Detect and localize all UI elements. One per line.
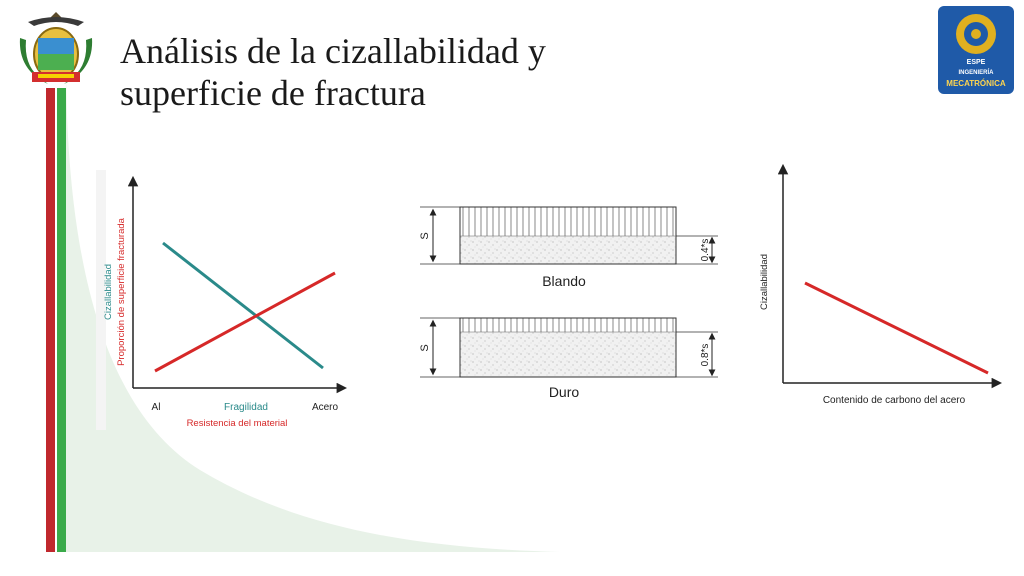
right-figure xyxy=(759,166,1000,406)
left-x-end-label: Acero xyxy=(311,402,339,413)
left-x-start-label: Al xyxy=(151,402,161,413)
logo-line2: INGENIERÍA xyxy=(958,70,994,76)
left-figure xyxy=(103,178,345,429)
left-y-label-red: Proporción de superficie fracturada xyxy=(116,218,127,366)
hard-shear-zone xyxy=(463,318,673,332)
hard-specimen-rough-zone xyxy=(460,332,676,377)
logo-line1: ESPE xyxy=(966,59,986,66)
soft-shear-zone xyxy=(463,207,673,236)
teal-line xyxy=(163,243,323,368)
left-x-mid-label: Fragilidad xyxy=(224,402,268,413)
soft-side-label: S xyxy=(419,232,431,240)
right-x-label: Contenido de carbono del acero xyxy=(822,395,966,406)
right-y-label: Cizallabilidad xyxy=(759,254,770,310)
middle-figure-soft xyxy=(419,207,718,289)
middle-figure-hard xyxy=(419,318,718,400)
logo-line3: MECATRÓNICA xyxy=(946,79,1006,88)
hard-side-label: S xyxy=(419,344,431,352)
hard-caption: Duro xyxy=(548,384,580,400)
soft-specimen-rough-zone xyxy=(460,236,676,264)
soft-fracture-label: 0.4*s xyxy=(700,238,711,262)
slide-title: Análisis de la cizallabilidad y superficie de fractura xyxy=(120,31,546,113)
soft-caption: Blando xyxy=(542,273,586,289)
right-red-line xyxy=(805,283,988,373)
hard-fracture-label: 0.8*s xyxy=(700,343,711,367)
left-x-axis-label: Resistencia del material xyxy=(186,418,288,429)
left-y-label-teal: Cizallabilidad xyxy=(103,264,114,320)
